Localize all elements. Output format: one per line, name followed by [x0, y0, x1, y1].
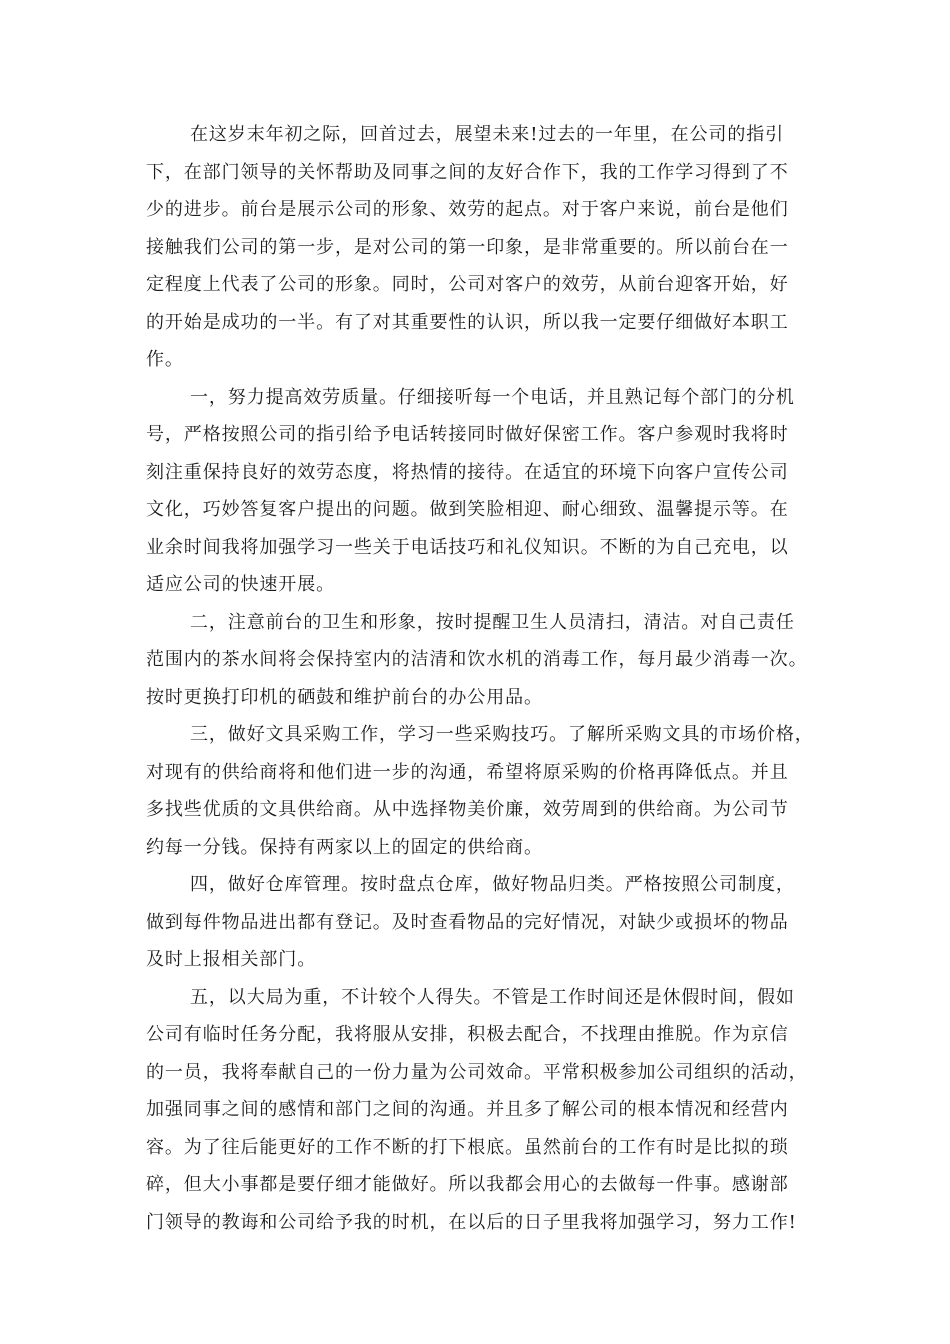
- text-line: 约每一分钱。保持有两家以上的固定的供给商。: [146, 836, 543, 858]
- text-line: 在这岁末年初之际，回首过去，展望未来!过去的一年里，在公司的指引: [190, 124, 785, 145]
- text-line: 作。: [146, 349, 184, 370]
- text-line: 按时更换打印机的硒鼓和维护前台的办公用品。: [146, 686, 543, 708]
- text-line: 少的进步。前台是展示公司的形象、效劳的起点。对于客户来说，前台是他们: [146, 199, 789, 220]
- text-line: 二，注意前台的卫生和形象，按时提醒卫生人员清扫，清洁。对自己责任: [190, 611, 795, 633]
- text-line: 对现有的供给商将和他们进一步的沟通，希望将原采购的价格再降低点。并且: [146, 761, 789, 783]
- text-line: 加强同事之间的感情和部门之间的沟通。并且多了解公司的根本情况和经营内: [146, 1099, 789, 1120]
- text-line: 一，努力提高效劳质量。仔细接听每一个电话，并且熟记每个部门的分机: [190, 386, 795, 408]
- text-line: 做到每件物品进出都有登记。及时查看物品的完好情况，对缺少或损坏的物品: [146, 911, 789, 933]
- text-line: 业余时间我将加强学习一些关于电话技巧和礼仪知识。不断的为自己充电，以: [146, 536, 789, 558]
- text-line: 三，做好文具采购工作，学习一些采购技巧。了解所采购文具的市场价格，: [190, 724, 814, 745]
- text-line: 门领导的教诲和公司给予我的时机，在以后的日子里我将加强学习，努力工作!: [146, 1211, 797, 1233]
- text-line: 的一员，我将奉献自己的一份力量为公司效命。平常积极参加公司组织的活动，: [146, 1061, 808, 1083]
- text-line: 范围内的茶水间将会保持室内的洁清和饮水机的消毒工作，每月最少消毒一次。: [146, 649, 808, 670]
- text-line: 四，做好仓库管理。按时盘点仓库，做好物品归类。严格按照公司制度，: [190, 874, 795, 895]
- text-line: 文化，巧妙答复客户提出的问题。做到笑脸相迎、耐心细致、温馨提示等。在: [146, 499, 789, 520]
- text-line: 多找些优质的文具供给商。从中选择物美价廉，效劳周到的供给商。为公司节: [146, 799, 789, 820]
- document-body: [146, 116, 814, 1241]
- text-line: 定程度上代表了公司的形象。同时，公司对客户的效劳，从前台迎客开始，好: [146, 274, 789, 295]
- text-line: 接触我们公司的第一步，是对公司的第一印象，是非常重要的。所以前台在一: [146, 236, 789, 258]
- text-line: 号，严格按照公司的指引给予电话转接同时做好保密工作。客户参观时我将时: [146, 424, 789, 445]
- text-line: 五，以大局为重，不计较个人得失。不管是工作时间还是休假时间，假如: [190, 986, 795, 1008]
- text-line: 及时上报相关部门。: [146, 949, 317, 970]
- text-line: 下，在部门领导的关怀帮助及同事之间的友好合作下，我的工作学习得到了不: [146, 161, 789, 183]
- text-line: 碎，但大小事都是要仔细才能做好。所以我都会用心的去做每一件事。感谢部: [146, 1174, 789, 1195]
- text-line: 容。为了往后能更好的工作不断的打下根底。虽然前台的工作有时是比拟的琐: [146, 1136, 789, 1158]
- text-line: 刻注重保持良好的效劳态度，将热情的接待。在适宜的环境下向客户宣传公司: [146, 461, 789, 483]
- text-line: 的开始是成功的一半。有了对其重要性的认识，所以我一定要仔细做好本职工: [146, 311, 789, 333]
- text-line: 适应公司的快速开展。: [146, 574, 335, 595]
- text-line: 公司有临时任务分配，我将服从安排，积极去配合，不找理由推脱。作为京信: [146, 1024, 789, 1045]
